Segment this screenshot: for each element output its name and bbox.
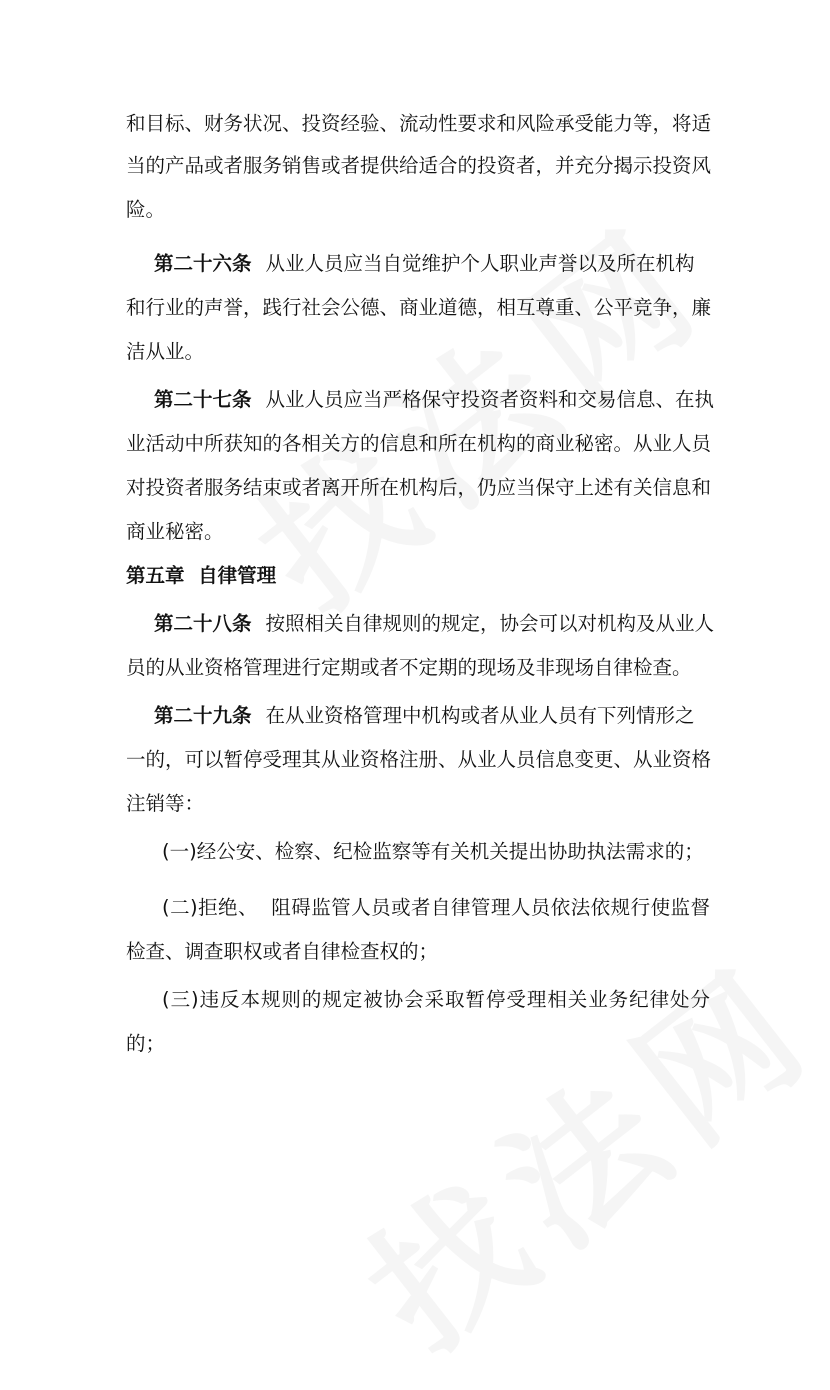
- article-text: 按照相关自律规则的规定，协会可以对机构及从业人: [265, 612, 715, 635]
- watermark: [318, 906, 830, 1390]
- list-item: (一)经公安、检察、纪检监察等有关机关提出协助执法需求的；: [162, 840, 704, 863]
- paragraph-line: 注销等：: [126, 792, 205, 815]
- paragraph-line: 员的从业资格管理进行定期或者不定期的现场及非现场自律检查。: [126, 656, 692, 679]
- article-27: [126, 380, 714, 420]
- paragraph-line: 洁从业。: [126, 340, 205, 363]
- article-title: 第二十八条: [154, 612, 252, 635]
- article-26: [126, 244, 695, 284]
- article-title: 第二十六条: [154, 252, 252, 275]
- article-title: 第二十七条: [154, 388, 252, 411]
- chapter-heading: 第五章 自律管理: [126, 564, 277, 587]
- list-item: (二)拒绝、 阻碍监管人员或者自律管理人员依法依规行使监督: [162, 896, 710, 919]
- article-29: [126, 696, 695, 736]
- paragraph-line: 业活动中所获知的各相关方的信息和所在机构的商业秘密。从业人员: [126, 432, 712, 455]
- paragraph-line: 一的，可以暂停受理其从业资格注册、从业人员信息变更、从业资格: [126, 748, 712, 771]
- paragraph-line: 对投资者服务结束或者离开所在机构后，仍应当保守上述有关信息和: [126, 476, 712, 499]
- article-text: 从业人员应当自觉维护个人职业声誉以及所在机构: [265, 252, 695, 275]
- article-28: [126, 604, 714, 644]
- list-item: (三)违反本规则的规定被协会采取暂停受理相关业务纪律处分: [162, 988, 710, 1011]
- article-title: 第二十九条: [154, 704, 252, 727]
- paragraph-line: 和目标、财务状况、投资经验、流动性要求和风险承受能力等，将适: [126, 112, 712, 135]
- paragraph-line: 商业秘密。: [126, 520, 224, 543]
- article-text: 从业人员应当严格保守投资者资料和交易信息、在执: [265, 388, 715, 411]
- paragraph-line: 当的产品或者服务销售或者提供给适合的投资者，并充分揭示投资风: [126, 154, 712, 177]
- paragraph-line: 和行业的声誉，践行社会公德、商业道德，相互尊重、公平竞争，廉: [126, 296, 712, 319]
- article-text: 在从业资格管理中机构或者从业人员有下列情形之: [265, 704, 695, 727]
- paragraph-line: 险。: [126, 198, 166, 221]
- paragraph-line: 的；: [126, 1032, 166, 1055]
- paragraph-line: 检查、调查职权或者自律检查权的；: [126, 940, 439, 963]
